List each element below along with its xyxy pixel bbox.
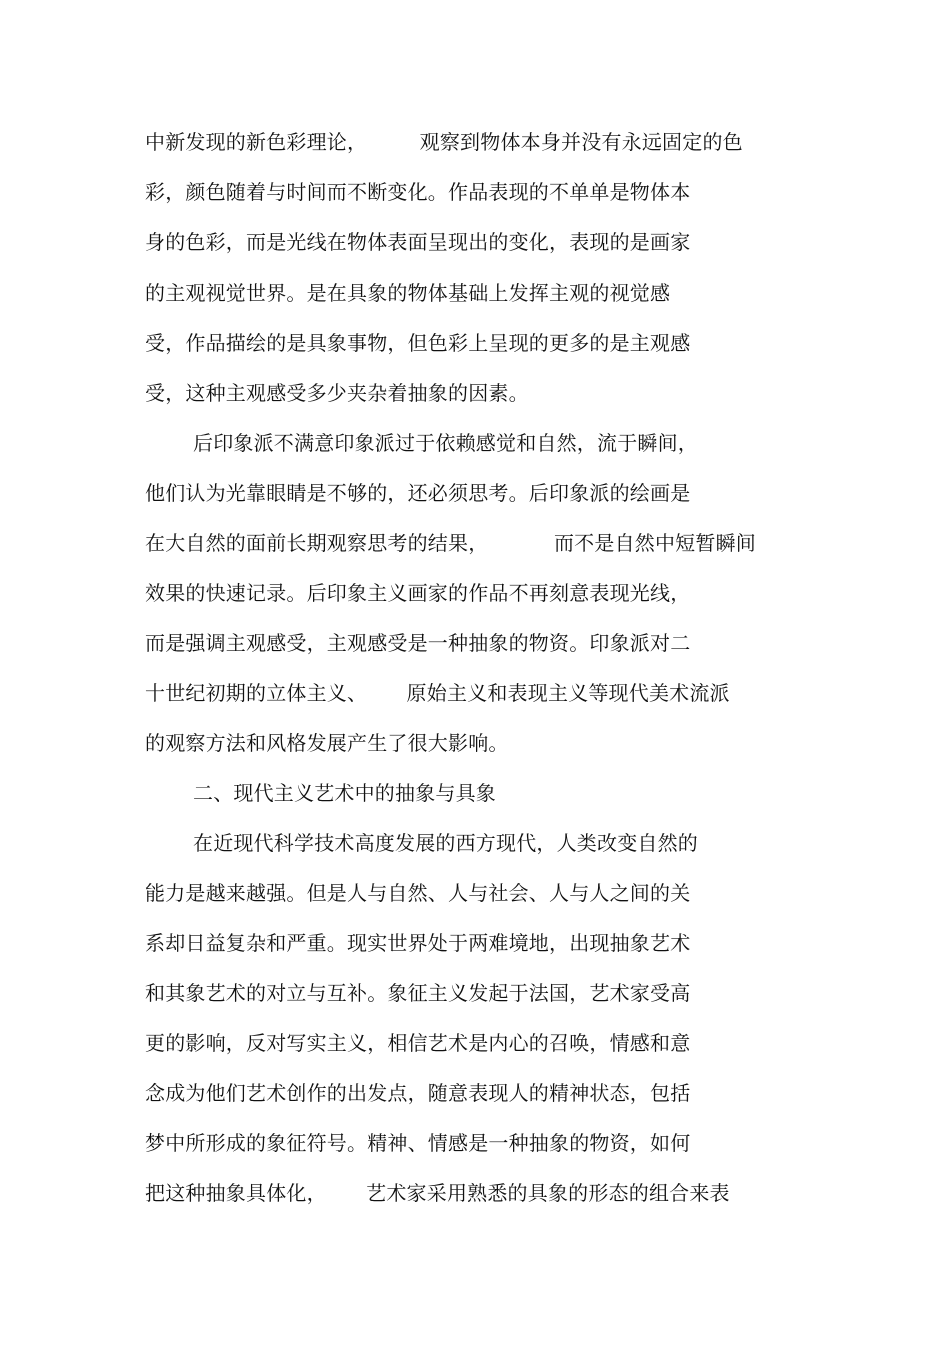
text-line: 的观察方法和风格发展产生了很大影响。 [145, 731, 509, 755]
text-line: 和其象艺术的对立与互补。象征主义发起于法国，艺术家受高 [145, 981, 691, 1005]
text-line: 中新发现的新色彩理论， 观察到物体本身并没有永远固定的色 [145, 130, 743, 154]
text-line: 念成为他们艺术创作的出发点，随意表现人的精神状态，包括 [145, 1081, 691, 1105]
text-line: 他们认为光靠眼睛是不够的，还必须思考。后印象派的绘画是 [145, 481, 691, 505]
text-line: 更的影响，反对写实主义，相信艺术是内心的召唤，情感和意 [145, 1031, 691, 1055]
text-line: 受，这种主观感受多少夹杂着抽象的因素。 [145, 381, 529, 405]
text-line: 的主观视觉世界。是在具象的物体基础上发挥主观的视觉感 [145, 281, 671, 305]
text-line: 梦中所形成的象征符号。精神、情感是一种抽象的物资，如何 [145, 1131, 691, 1155]
text-line: 能力是越来越强。但是人与自然、人与社会、人与人之间的关 [145, 881, 691, 905]
text-line: 系却日益复杂和严重。现实世界处于两难境地，出现抽象艺术 [145, 931, 691, 955]
text-line: 把这种抽象具体化， 艺术家采用熟悉的具象的形态的组合来表 [145, 1181, 730, 1205]
text-line: 而是强调主观感受，主观感受是一种抽象的物资。印象派对二 [145, 631, 691, 655]
text-line: 受，作品描绘的是具象事物，但色彩上呈现的更多的是主观感 [145, 331, 691, 355]
text-line: 效果的快速记录。后印象主义画家的作品不再刻意表现光线， [145, 581, 691, 605]
text-line: 身的色彩，而是光线在物体表面呈现出的变化，表现的是画家 [145, 230, 691, 254]
paragraph-first-line: 在近现代科学技术高度发展的西方现代，人类改变自然的 [193, 831, 698, 855]
text-line: 彩，颜色随着与时间而不断变化。作品表现的不单单是物体本 [145, 180, 691, 204]
text-line: 在大自然的面前长期观察思考的结果， 而不是自然中短暂瞬间 [145, 531, 756, 555]
text-line: 十世纪初期的立体主义、 原始主义和表现主义等现代美术流派 [145, 681, 730, 705]
section-heading: 二、现代主义艺术中的抽象与具象 [193, 781, 496, 805]
paragraph-first-line: 后印象派不满意印象派过于依赖感觉和自然，流于瞬间， [193, 431, 698, 455]
